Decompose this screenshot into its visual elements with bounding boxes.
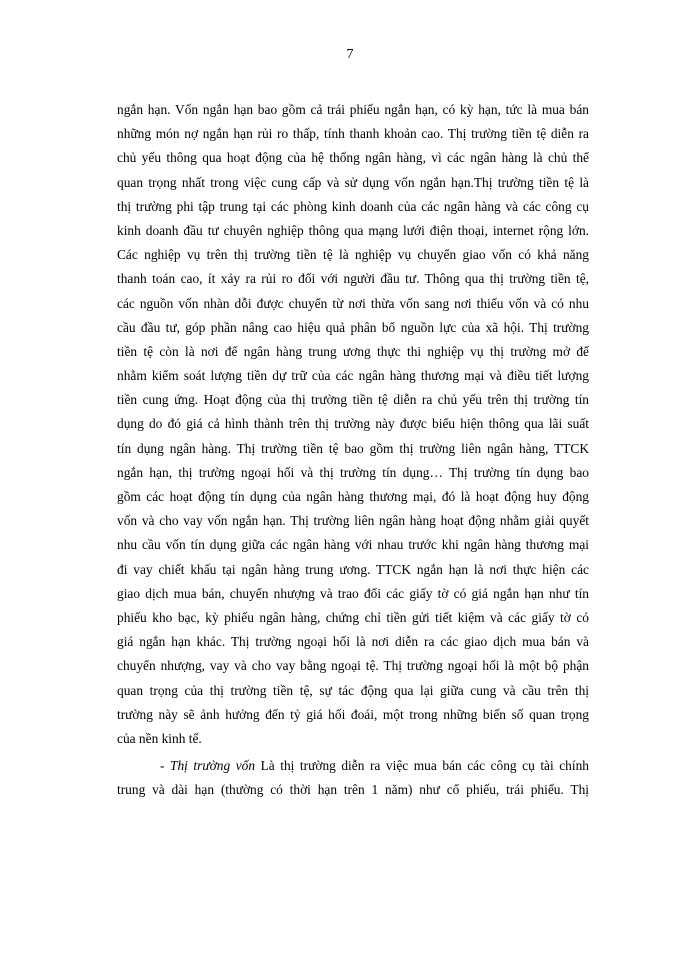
text-line: đi vay chiết khấu tại ngân hàng trung ương. TTCK ngắn hạn là nơi thực hiện các bbox=[117, 561, 589, 577]
text-line: vốn và cho vay vốn ngắn hạn. Thị trường liên ngân hàng hoạt động nhằm giải quyết bbox=[117, 513, 589, 529]
text-line: giao dịch mua bán, chuyển nhượng và trao đổi các giấy tờ có giá ngắn hạn như tín bbox=[117, 585, 589, 601]
text-line: giá ngắn hạn khác. Thị trường ngoại hối là nơi diễn ra các giao dịch mua bán và bbox=[117, 634, 589, 650]
text-line: gồm các hoạt động tín dụng của ngân hàng thương mại, đó là hoạt động huy động bbox=[117, 489, 589, 504]
text-line: tín dụng ngân hàng. Thị trường tiền tệ bao gồm thị trường liên ngân hàng, TTCK bbox=[117, 440, 589, 456]
text-line: trung và dài hạn (thường có thời hạn trên 1 năm) như cổ phiếu, trái phiếu. Thị bbox=[117, 782, 589, 798]
list-dash: - bbox=[160, 758, 170, 774]
paragraph-money-market bbox=[117, 98, 589, 751]
text-line: quan trọng nhất trong việc cung cấp và sử dụng vốn ngắn hạn.Thị trường tiền tệ là bbox=[117, 174, 589, 190]
text-line bbox=[117, 754, 589, 778]
text-line: phiếu kho bạc, kỳ phiếu ngân hàng, chứng chỉ tiền gửi tiết kiệm và các giấy tờ có bbox=[117, 609, 589, 625]
text-line: tiền cung ứng. Hoạt động của thị trường tiền tệ diễn ra chủ yếu trên thị trường tín bbox=[117, 392, 589, 408]
text-line: cầu đầu tư, góp phần nâng cao hiệu quả phân bổ nguồn lực của xã hội. Thị trường bbox=[117, 319, 589, 335]
text-line: nhằm kiểm soát lượng tiền dự trữ của các ngân hàng thương mại và điều tiết lượng bbox=[117, 368, 589, 384]
text-line: ngắn hạn. Vốn ngắn hạn bao gồm cả trái phiếu ngắn hạn, có kỳ hạn, tức là mua bán bbox=[117, 102, 589, 117]
text-line: dụng do đó giá cả hình thành trên thị trường này được biểu hiện thông qua lãi suất bbox=[117, 416, 589, 432]
page-number: 7 bbox=[346, 47, 354, 62]
text-line: quan trọng của thị trường tiền tệ, sự tác động qua lại giữa cung và cầu trên thị bbox=[117, 682, 589, 698]
text-line: ngắn hạn, thị trường ngoại hối và thị trường tín dụng… Thị trường tín dụng bao bbox=[117, 464, 589, 480]
text-line: chuyển nhượng, vay và cho vay bằng ngoại tệ. Thị trường ngoại hối là một bộ phận bbox=[117, 658, 589, 674]
text-line: trường này sẽ ảnh hưởng đến tỷ giá hối đoái, một trong những biến số quan trọng bbox=[117, 706, 589, 722]
text-line: Các nghiệp vụ trên thị trường tiền tệ là nghiệp vụ chuyển giao vốn có khả năng bbox=[117, 247, 589, 263]
body-text bbox=[117, 98, 589, 802]
text-line: kinh doanh đầu tư chuyên nghiệp thông qua mạng lưới điện thoại, internet rộng lớn. bbox=[117, 222, 589, 238]
text-run: Là thị trường diễn ra việc mua bán các công cụ tài chính bbox=[255, 758, 589, 774]
text-line: những món nợ ngắn hạn rủi ro thấp, tính thanh khoản cao. Thị trường tiền tệ diễn ra bbox=[117, 126, 589, 142]
text-line: nhu cầu vốn tín dụng giữa các ngân hàng với nhau trước khi ngân hàng thương mại bbox=[117, 537, 589, 553]
term-capital-market: Thị trường vốn bbox=[170, 758, 256, 774]
text-line: tiền tệ còn là nơi để ngân hàng trung ương thực thi nghiệp vụ thị trường mở để bbox=[117, 343, 589, 359]
text-line: của nền kinh tế. bbox=[117, 730, 202, 746]
text-line: chủ yếu thông qua hoạt động của hệ thống ngân hàng, vì các ngân hàng là chủ thể bbox=[117, 150, 589, 166]
text-line: thị trường phi tập trung tại các phòng kinh doanh của các ngân hàng và các công cụ bbox=[117, 198, 589, 214]
text-line: các nguồn vốn nhàn dỗi được chuyển từ nơi thừa vốn sang nơi thiếu vốn và có nhu bbox=[117, 295, 589, 311]
paragraph-capital-market bbox=[117, 754, 589, 802]
text-line: thanh toán cao, ít xảy ra rủi ro đối với người đầu tư. Thông qua thị trường tiền tệ, bbox=[117, 271, 589, 287]
